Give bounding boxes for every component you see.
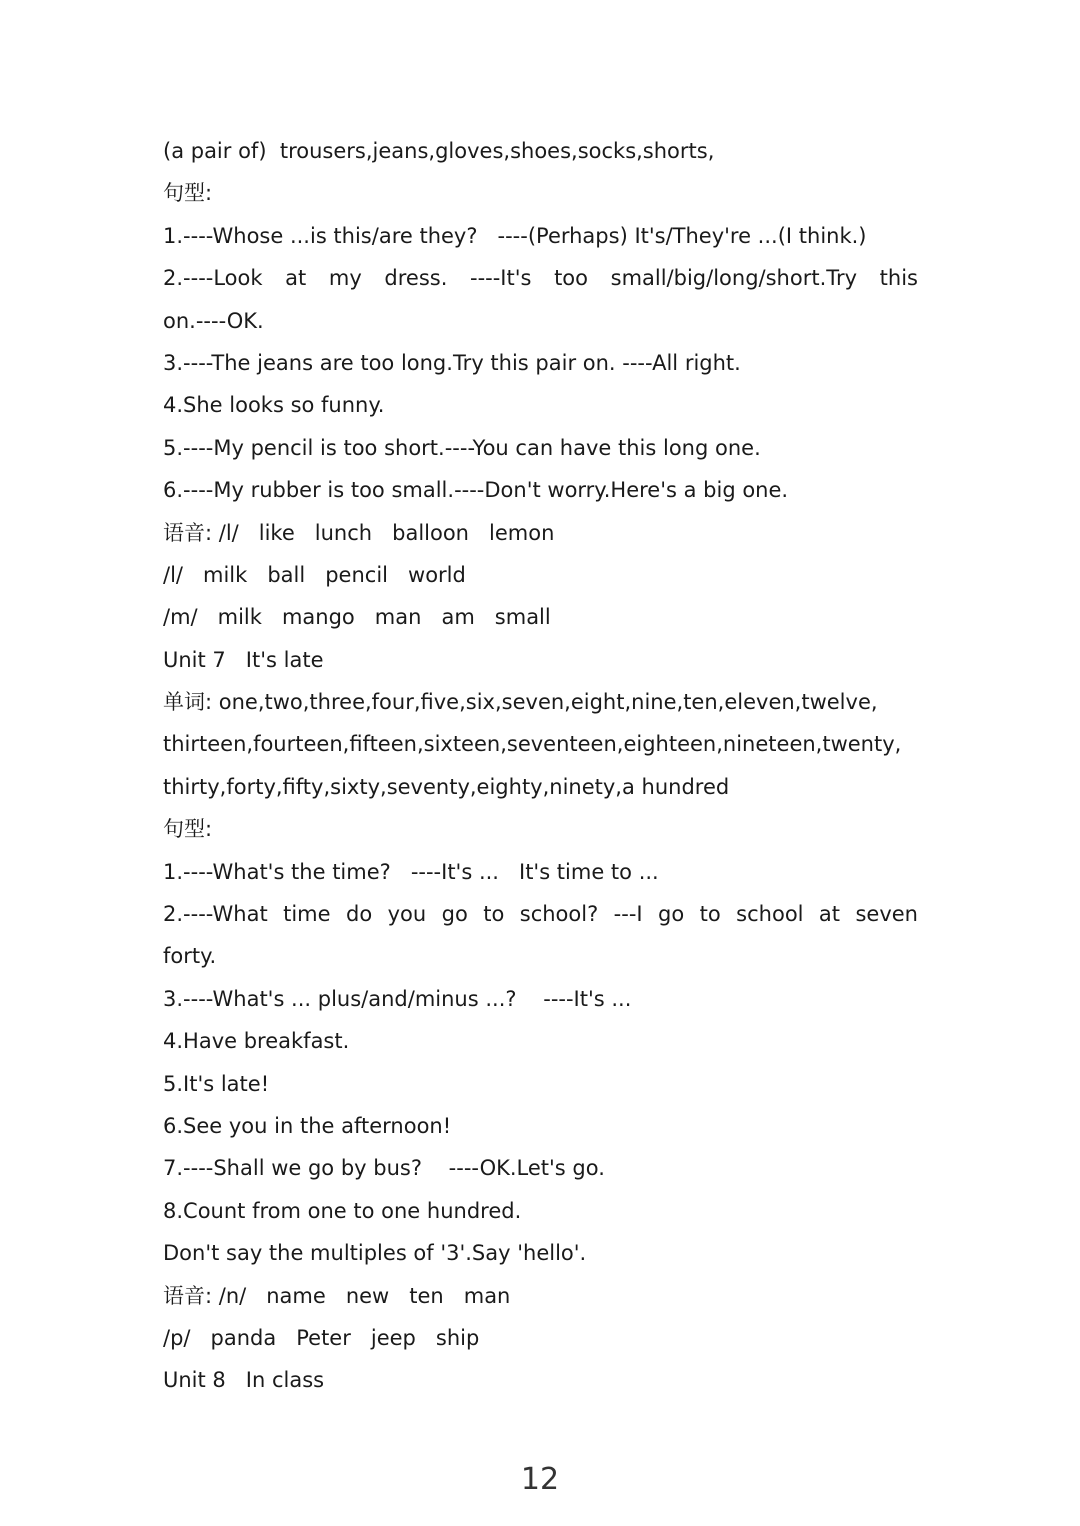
text-line: /l/ milk ball pencil world [163,562,466,587]
section-label-phonics: 语音: /n/ name new ten man [163,1283,511,1308]
text-line: (a pair of) trousers,jeans,gloves,shoes,socks,shorts, [163,139,715,163]
text-line: on.----OK. [163,308,264,333]
text-line: 2.----What time do you go to school? ---I go to school at seven [163,902,918,927]
section-label-sentence-patterns: 句型: [163,181,213,206]
text-line: 3.----The jeans are too long.Try this pair on. ----All right. [163,350,741,375]
text-line: 6.----My rubber is too small.----Don't worry.Here's a big one. [163,478,789,503]
text-line: 6.See you in the afternoon! [163,1113,452,1138]
text-line: 4.She looks so funny. [163,393,385,418]
text-line: 5.It's late! [163,1071,270,1096]
text-line: /p/ panda Peter jeep ship [163,1325,480,1350]
text-line: /m/ milk mango man am small [163,605,551,630]
section-label-vocabulary: 单词: one,two,three,four,five,six,seven,eight,nine,ten,eleven,twelve, [163,690,878,715]
text-line: 7.----Shall we go by bus? ----OK.Let's go. [163,1156,605,1181]
text-line: thirteen,fourteen,fifteen,sixteen,seventeen,eighteen,nineteen,twenty, [163,732,902,757]
text-line: 1.----What's the time? ----It's ... It's time to ... [163,859,659,884]
document-body [163,130,918,1402]
text-line: 3.----What's ... plus/and/minus ...? ----It's ... [163,986,632,1011]
unit-heading: Unit 8 In class [163,1368,325,1393]
text-line: thirty,forty,fifty,sixty,seventy,eighty,ninety,a hundred [163,774,730,799]
text-line: 8.Count from one to one hundred. [163,1198,522,1223]
text-line: forty. [163,944,217,969]
page-number: 12 [520,1462,560,1497]
text-line: 2.----Look at my dress. ----It's too small/big/long/short.Try this [163,266,918,291]
text-line: 1.----Whose ...is this/are they? ----(Perhaps) It's/They're ...(I think.) [163,223,867,248]
text-line: Don't say the multiples of '3'.Say 'hello'. [163,1241,587,1266]
text-line: 5.----My pencil is too short.----You can have this long one. [163,435,761,460]
unit-heading: Unit 7 It's late [163,647,324,672]
text-line: 4.Have breakfast. [163,1029,350,1054]
section-label-sentence-patterns: 句型: [163,817,213,842]
section-label-phonics: 语音: /l/ like lunch balloon lemon [163,520,555,545]
